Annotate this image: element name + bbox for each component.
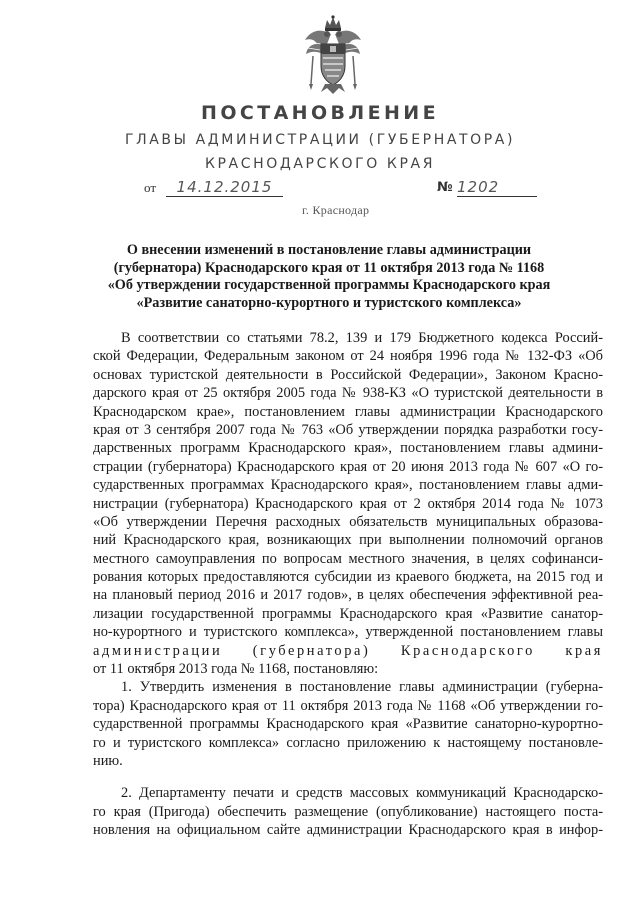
body-line: страции (губернатора) Краснодарского края от 20 июня 2013 года № 607 «О го- [93, 458, 603, 475]
item-2-line: новления на официальном сайте администрации Краснодарского края в инфор- [93, 822, 603, 839]
body-line: рования которых предоставляются субсидии из краевого бюджета, на 2015 год и [93, 569, 603, 586]
handwritten-date: 14.12.2015 [166, 178, 283, 197]
body-line: основах туристской деятельности в Российской Федерации», Законом Красно- [93, 366, 603, 383]
document-type-heading: ПОСТАНОВЛЕНИЕ [201, 102, 439, 124]
body-line: но-курортного и туристского комплекса», утвержденной постановлением главы [93, 624, 603, 641]
body-line: ний Краснодарского края, возникающих при выполнении полномочий органов [93, 532, 603, 549]
body-line: местного самоуправления по вопросам местного значения, в целях софинанси- [93, 550, 603, 567]
body-line: дарственных программ Краснодарского края», постановлением главы админи- [93, 440, 603, 457]
body-line: края от 3 сентября 2007 года № 763 «Об утверждении порядка разработки госу- [93, 421, 603, 438]
body-line: ской Федерации, Федеральным законом от 24 ноября 1996 года № 132-ФЗ «Об [93, 348, 603, 365]
title-line: (губернатора) Краснодарского края от 11 октября 2013 года № 1168 [113, 259, 545, 276]
body-line: от 11 октября 2013 года № 1168, постановляю: [93, 661, 379, 678]
number-label: № [437, 180, 453, 195]
item-1-line: сударственной программы Краснодарского края «Развитие санаторно-курортно- [93, 716, 603, 733]
item-1-line: нию. [93, 752, 123, 769]
item-2-line: 2. Департаменту печати и средств массовых коммуникаций Краснодарско- [121, 785, 603, 802]
body-line: на плановый период 2016 и 2017 годов», в целях обеспечения эффективной реа- [93, 587, 603, 604]
body-line: «Об утверждении Перечня расходных обязательств муниципальных образова- [93, 513, 603, 530]
item-1-line: 1. Утвердить изменения в постановление главы администрации (губерна- [121, 679, 603, 696]
title-line: «Об утверждении государственной программы Краснодарского края [107, 277, 551, 293]
title-line: О внесении изменений в постановление главы администрации [126, 242, 532, 258]
body-line: В соответствии со статьями 78.2, 139 и 179 Бюджетного кодекса Россий- [121, 330, 603, 346]
region-heading: КРАСНОДАРСКОГО КРАЯ [204, 156, 436, 172]
handwritten-number: 1202 [457, 178, 537, 197]
date-label: от [144, 180, 157, 195]
city-label: г. Краснодар [302, 203, 370, 217]
body-line: сударственных программах Краснодарского края», постановлением главы адми- [93, 477, 603, 494]
title-line: «Развитие санаторно-курортного и туристского комплекса» [136, 294, 522, 311]
body-line: нистрации (губернатора) Краснодарского края от 2 октября 2014 года № 1073 [93, 495, 603, 512]
body-line: Краснодарском крае», постановлением главы администрации Краснодарского [93, 403, 603, 420]
coat-of-arms-emblem [301, 14, 365, 96]
document-body [93, 329, 603, 840]
body-line: лизации государственной программы Краснодарского края «Развитие санатор- [93, 605, 603, 622]
body-line: дарского края от 25 октября 2005 года № 938-КЗ «О туристской деятельности в [93, 385, 603, 402]
authority-heading: ГЛАВЫ АДМИНИСТРАЦИИ (ГУБЕРНАТОРА) [124, 132, 516, 148]
resolution-title [96, 242, 562, 312]
item-1-line: тора) Краснодарского края от 11 октября 2013 года № 1168 «Об утверждении го- [93, 697, 603, 714]
body-line-spaced: администрации (губернатора) Краснодарского края [93, 642, 603, 659]
item-1-line: го и туристского комплекса» согласно приложению к настоящему постановле- [93, 734, 603, 751]
item-2-line: го края (Пригода) обеспечить размещение (опубликование) настоящего поста- [93, 803, 603, 820]
